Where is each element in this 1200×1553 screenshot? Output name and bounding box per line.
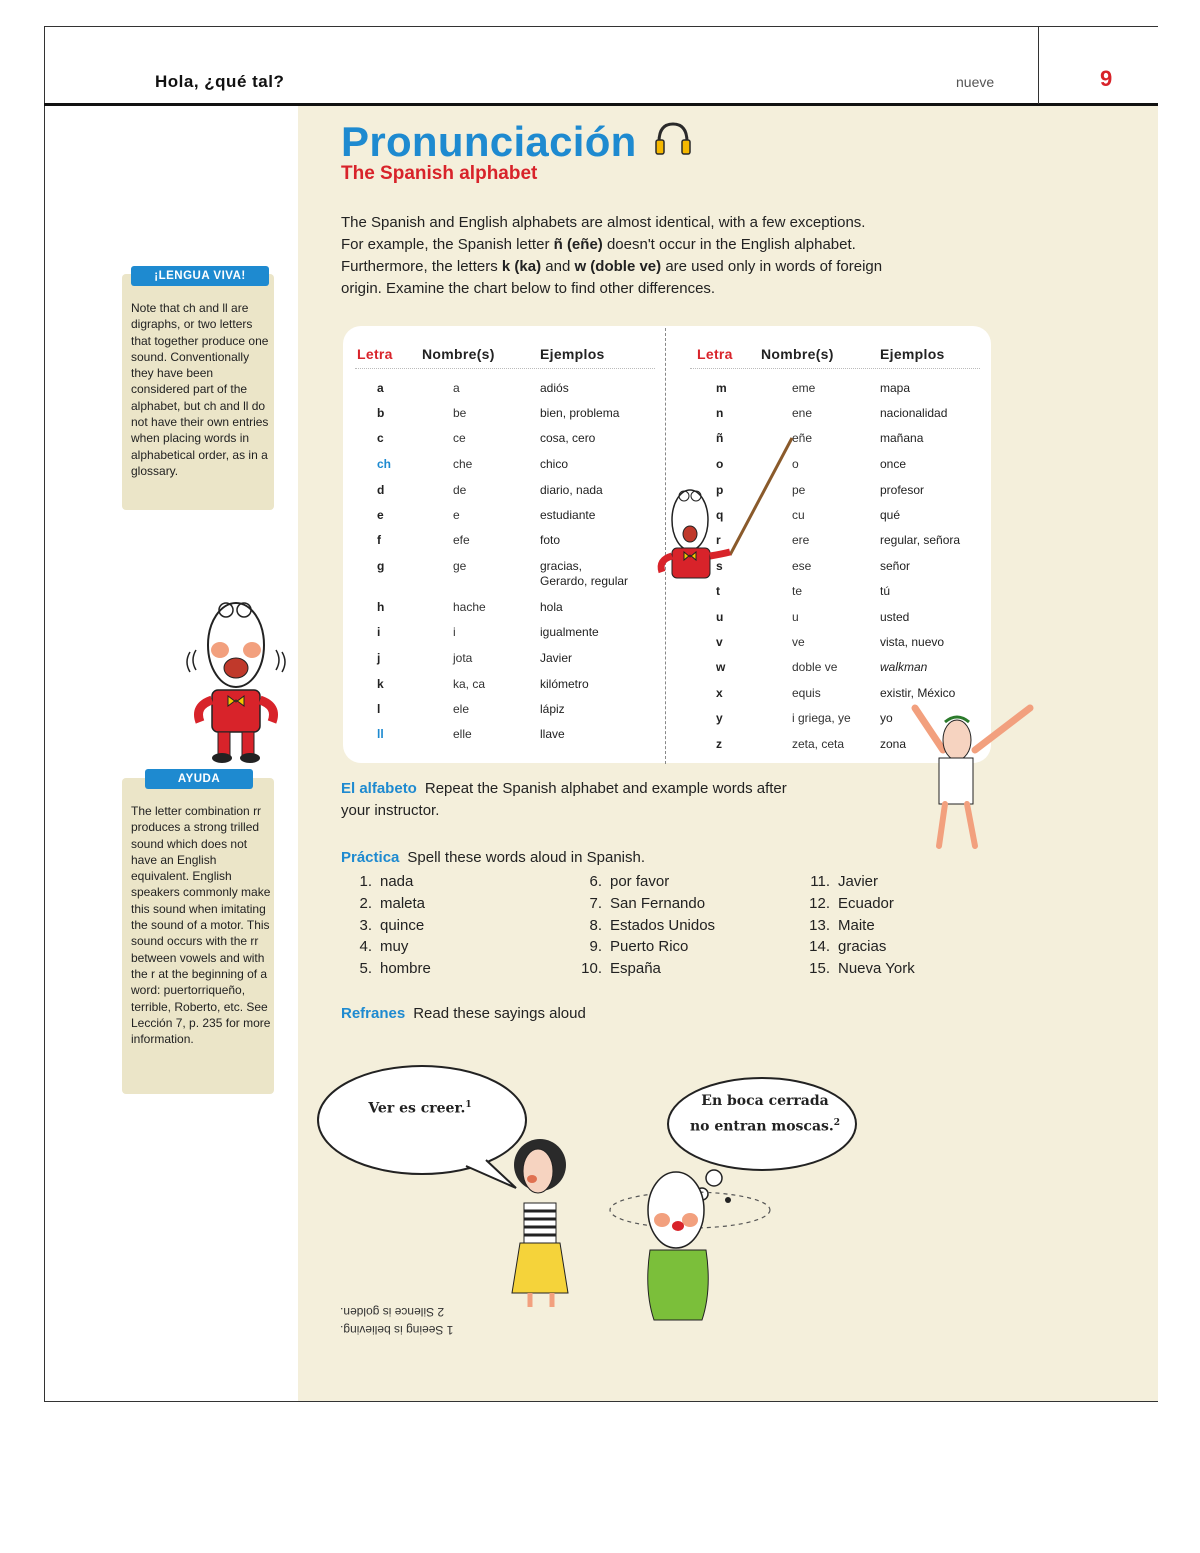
practica-item-word: nada [380, 873, 414, 890]
intro-line-4: origin. Examine the chart below to find other differences. [341, 280, 716, 297]
chart-example-right: qué [880, 508, 901, 522]
chart-name-right: eme [792, 381, 816, 395]
intro-line-2c: doesn't occur in the English alphabet. [602, 236, 856, 253]
chart-name-right: u [792, 610, 799, 624]
section-title-text: Pronunciación [341, 118, 637, 165]
bubble-1-text [340, 1094, 500, 1120]
practica-item-number: 6. [589, 873, 602, 890]
practica-item [574, 895, 705, 912]
practica-item-word: Javier [838, 873, 879, 890]
practica-item [344, 895, 425, 912]
chart-example-right: zona [880, 737, 907, 751]
woman-cartoon [490, 1135, 590, 1315]
practica-item-number: 12. [809, 894, 830, 912]
practica-item-number: 13. [809, 916, 830, 934]
practica-item-word: gracias [838, 938, 887, 956]
chart-name-left: che [453, 457, 473, 471]
chart-letter-right: s [716, 559, 723, 573]
chart-letter-right: w [716, 660, 726, 674]
chart-example-left: hola [540, 600, 563, 614]
section-subtitle: The Spanish alphabet [341, 163, 538, 184]
practica-item-word: Ecuador [838, 894, 894, 912]
chart-name-right: pe [792, 483, 806, 497]
alfabeto-text-1: Repeat the Spanish alphabet and example words after [424, 780, 787, 797]
chart-name-right: ve [792, 635, 805, 649]
chart-name-right: cu [792, 508, 805, 522]
chart-name-right: ene [792, 406, 813, 420]
chart-example-right: profesor [880, 483, 925, 497]
chart-example-left: lápiz [540, 702, 565, 716]
chart-name-right: ese [792, 559, 812, 573]
practica-item-number: 10. [581, 960, 602, 978]
chart-letter-right: t [716, 584, 720, 598]
chart-example-left: estudiante [540, 508, 596, 522]
intro-line-1: The Spanish and English alphabets are almost identical, with a few exceptions. [341, 214, 866, 231]
chart-name-right: eñe [792, 431, 813, 445]
alfabeto-label: El alfabeto [341, 780, 417, 797]
practica-item-number: 3. [359, 916, 372, 934]
chart-example-left: kilómetro [540, 677, 589, 691]
chart-name-left: ge [453, 559, 467, 573]
practica-item [574, 917, 715, 934]
chart-header-rule-right [690, 368, 980, 369]
chart-example-left: Javier [540, 651, 573, 665]
page-number: 9 [1100, 66, 1113, 91]
chart-example-right: vista, nuevo [880, 635, 945, 649]
practica-item [344, 917, 424, 934]
chart-name-left: de [453, 483, 467, 497]
chart-letter-left: ch [377, 457, 392, 471]
ayuda-text: The letter combination rr produces a strong trilled sound which does not have an English equivalent. English speakers commonly make this sound when imitating the sound of a motor. This sound occurs with the rr between vowels and with the r at the beginning of a word: puertorriqueño, terrible, Roberto, etc. See Lección 7, p. 235 for more information. [131, 804, 271, 1047]
chart-example-right: usted [880, 610, 910, 624]
practica-instruction [341, 847, 645, 869]
chart-example-left: diario, nada [540, 483, 603, 497]
chart-name-left: elle [453, 727, 472, 741]
intro-line-2b: ñ (eñe) [553, 236, 603, 253]
practica-item-number: 1. [359, 873, 372, 890]
practica-item-word: Puerto Rico [610, 938, 689, 956]
chart-example-right: mapa [880, 381, 911, 395]
alfabeto-text-2: your instructor. [341, 802, 440, 819]
headphones-icon [653, 118, 693, 158]
practica-item-number: 7. [589, 894, 602, 912]
chart-letter-right: v [716, 635, 723, 649]
intro-line-3c: and [541, 258, 575, 275]
chart-letter-left: j [377, 651, 381, 665]
intro-line-2a: For example, the Spanish letter [341, 236, 554, 253]
chart-letter-left: d [377, 483, 385, 497]
chart-example-right: once [880, 457, 907, 471]
chart-example-right: regular, señora [880, 533, 961, 547]
bubble-2-line-2: no entran moscas. [689, 1118, 834, 1135]
page-frame-left [44, 26, 45, 1402]
practica-item-word: quince [380, 916, 425, 934]
practica-item-word: Maite [838, 916, 875, 934]
practica-item-word: San Fernando [610, 894, 706, 912]
chart-name-left: e [453, 508, 460, 522]
practica-item-word: maleta [380, 894, 426, 912]
chart-header-letra-right: Letra [697, 346, 733, 362]
intro-line-3b: k (ka) [501, 258, 542, 275]
chart-example-left: igualmente [540, 625, 599, 639]
practica-item [802, 938, 886, 955]
chart-letter-right: p [716, 483, 724, 497]
chart-header-nombre-right: Nombre(s) [761, 346, 834, 362]
chart-header-ejemplos-left: Ejemplos [540, 346, 605, 362]
chart-example-left: foto [540, 533, 561, 547]
chart-name-left: ele [453, 702, 470, 716]
alfabeto-instruction [341, 778, 787, 822]
practica-item [344, 873, 413, 890]
chart-letter-left: e [377, 508, 384, 522]
practica-label: Práctica [341, 849, 400, 866]
chart-letter-left: l [377, 702, 381, 716]
header-divider [1038, 26, 1039, 104]
chart-example-right: walkman [880, 660, 928, 674]
chart-header-letra-left: Letra [357, 346, 393, 362]
practica-item-number: 9. [589, 938, 602, 956]
lengua-viva-text: Note that ch and ll are digraphs, or two letters that together produce one sound. Conventionally they have been considered part of the alphabet, but ch and ll do not have their own entries when placing words in alphabetical order, as in a glossary. [131, 301, 269, 478]
footnote-2: 2 Silence is golden. [340, 1305, 445, 1319]
chart-letter-left: k [377, 677, 384, 691]
page-number-word: nueve [956, 74, 995, 90]
bubble-1-footnote-mark: 1 [465, 1100, 472, 1110]
chart-letter-right: ñ [716, 431, 724, 445]
bubble-2-text [680, 1090, 850, 1138]
chart-letter-left: h [377, 600, 385, 614]
practica-item-number: 4. [359, 938, 372, 956]
chart-letter-right: m [716, 381, 727, 395]
refranes-label: Refranes [341, 1005, 406, 1022]
practica-item-number: 14. [809, 938, 830, 956]
chart-letter-right: u [716, 610, 724, 624]
chart-example-right: mañana [880, 431, 924, 445]
practica-item-number: 15. [809, 960, 830, 978]
footnote-1: 1 Seeing is believing. [340, 1323, 454, 1337]
chart-name-left: be [453, 406, 467, 420]
running-title: Hola, ¿qué tal? [155, 72, 285, 91]
chart-letter-right: x [716, 686, 723, 700]
bubble-1-saying: Ver es creer. [368, 1100, 466, 1117]
practica-item-word: Estados Unidos [610, 916, 716, 934]
practica-text: Spell these words aloud in Spanish. [407, 849, 646, 866]
chart-header-ejemplos-right: Ejemplos [880, 346, 945, 362]
bubble-2-footnote-mark: 2 [833, 1118, 841, 1128]
bubble-2-line-1: En boca cerrada [701, 1093, 829, 1109]
chart-example-right: existir, México [880, 686, 956, 700]
chart-example-line-2: Gerardo, regular [540, 574, 629, 588]
intro-line-3e: are used only in words of foreign [661, 258, 883, 275]
chart-name-right: doble ve [792, 660, 838, 674]
chart-name-left: i [453, 625, 456, 639]
practica-item-number: 5. [359, 960, 372, 978]
chart-name-left: jota [453, 651, 473, 665]
chart-letter-left: a [377, 381, 384, 395]
practica-item [802, 917, 875, 934]
refranes-instruction [341, 1003, 586, 1025]
chart-name-left: ka, ca [453, 677, 486, 691]
chart-name-left: efe [453, 533, 470, 547]
chart-example-line-1: gracias, [540, 559, 583, 573]
refranes-text: Read these sayings aloud [413, 1005, 586, 1022]
practica-item-number: 11. [810, 873, 830, 890]
practica-item [344, 938, 408, 955]
page-frame-bottom [44, 1401, 1158, 1402]
chart-name-right: ere [792, 533, 810, 547]
practica-item-word: por favor [610, 873, 670, 890]
practica-item [802, 895, 894, 912]
chart-example-left [540, 559, 628, 589]
practica-item-word: Nueva York [838, 960, 915, 978]
chart-letter-right: y [716, 711, 723, 725]
chart-example-left: cosa, cero [540, 431, 596, 445]
chart-example-right: señor [880, 559, 911, 573]
intro-paragraph [341, 212, 991, 300]
practica-item [802, 873, 878, 890]
chart-example-right: tú [880, 584, 891, 598]
chart-example-right: yo [880, 711, 893, 725]
chart-example-left: chico [540, 457, 569, 471]
section-title [341, 118, 693, 166]
chart-letter-left: g [377, 559, 385, 573]
chart-letter-right: r [716, 533, 721, 547]
chart-letter-right: q [716, 508, 724, 522]
ayuda-tab: AYUDA [145, 769, 253, 789]
practica-item-word: España [610, 960, 661, 978]
chart-header-rule-left [355, 368, 655, 369]
man-with-fly-cartoon [600, 1170, 780, 1340]
chart-letter-left: f [377, 533, 381, 547]
chart-example-left: adiós [540, 381, 569, 395]
practica-item-number: 2. [359, 894, 372, 912]
practica-item-word: hombre [380, 960, 431, 978]
chart-letter-left: i [377, 625, 381, 639]
intro-line-3d: w (doble ve) [574, 258, 662, 275]
chart-letter-left: ll [377, 727, 384, 741]
intro-line-3a: Furthermore, the letters [341, 258, 502, 275]
lengua-viva-tab: ¡LENGUA VIVA! [131, 266, 269, 286]
chart-name-left: hache [453, 600, 486, 614]
chart-name-right: te [792, 584, 803, 598]
chart-name-right: o [792, 457, 799, 471]
page-frame-top [44, 26, 1158, 27]
chart-name-left: a [453, 381, 460, 395]
chart-example-right: nacionalidad [880, 406, 948, 420]
professor-cartoon [176, 590, 296, 765]
chart-name-right: zeta, ceta [792, 737, 845, 751]
chart-name-right: equis [792, 686, 821, 700]
practica-item [802, 960, 915, 977]
practica-item-number: 8. [589, 916, 602, 934]
chart-example-left: bien, problema [540, 406, 620, 420]
practica-item [574, 873, 669, 890]
chart-letter-right: o [716, 457, 724, 471]
chart-name-right: i griega, ye [792, 711, 851, 725]
practica-item-word: muy [380, 938, 409, 956]
practica-item [574, 960, 661, 977]
chart-name-left: ce [453, 431, 466, 445]
practica-item [574, 938, 688, 955]
chart-letter-right: n [716, 406, 724, 420]
chart-letter-left: b [377, 406, 385, 420]
practica-item [344, 960, 431, 977]
chart-header-nombre-left: Nombre(s) [422, 346, 495, 362]
chart-letter-right: z [716, 737, 722, 751]
chart-letter-left: c [377, 431, 384, 445]
chart-example-left: llave [540, 727, 565, 741]
waving-figure-cartoon [895, 700, 1040, 855]
